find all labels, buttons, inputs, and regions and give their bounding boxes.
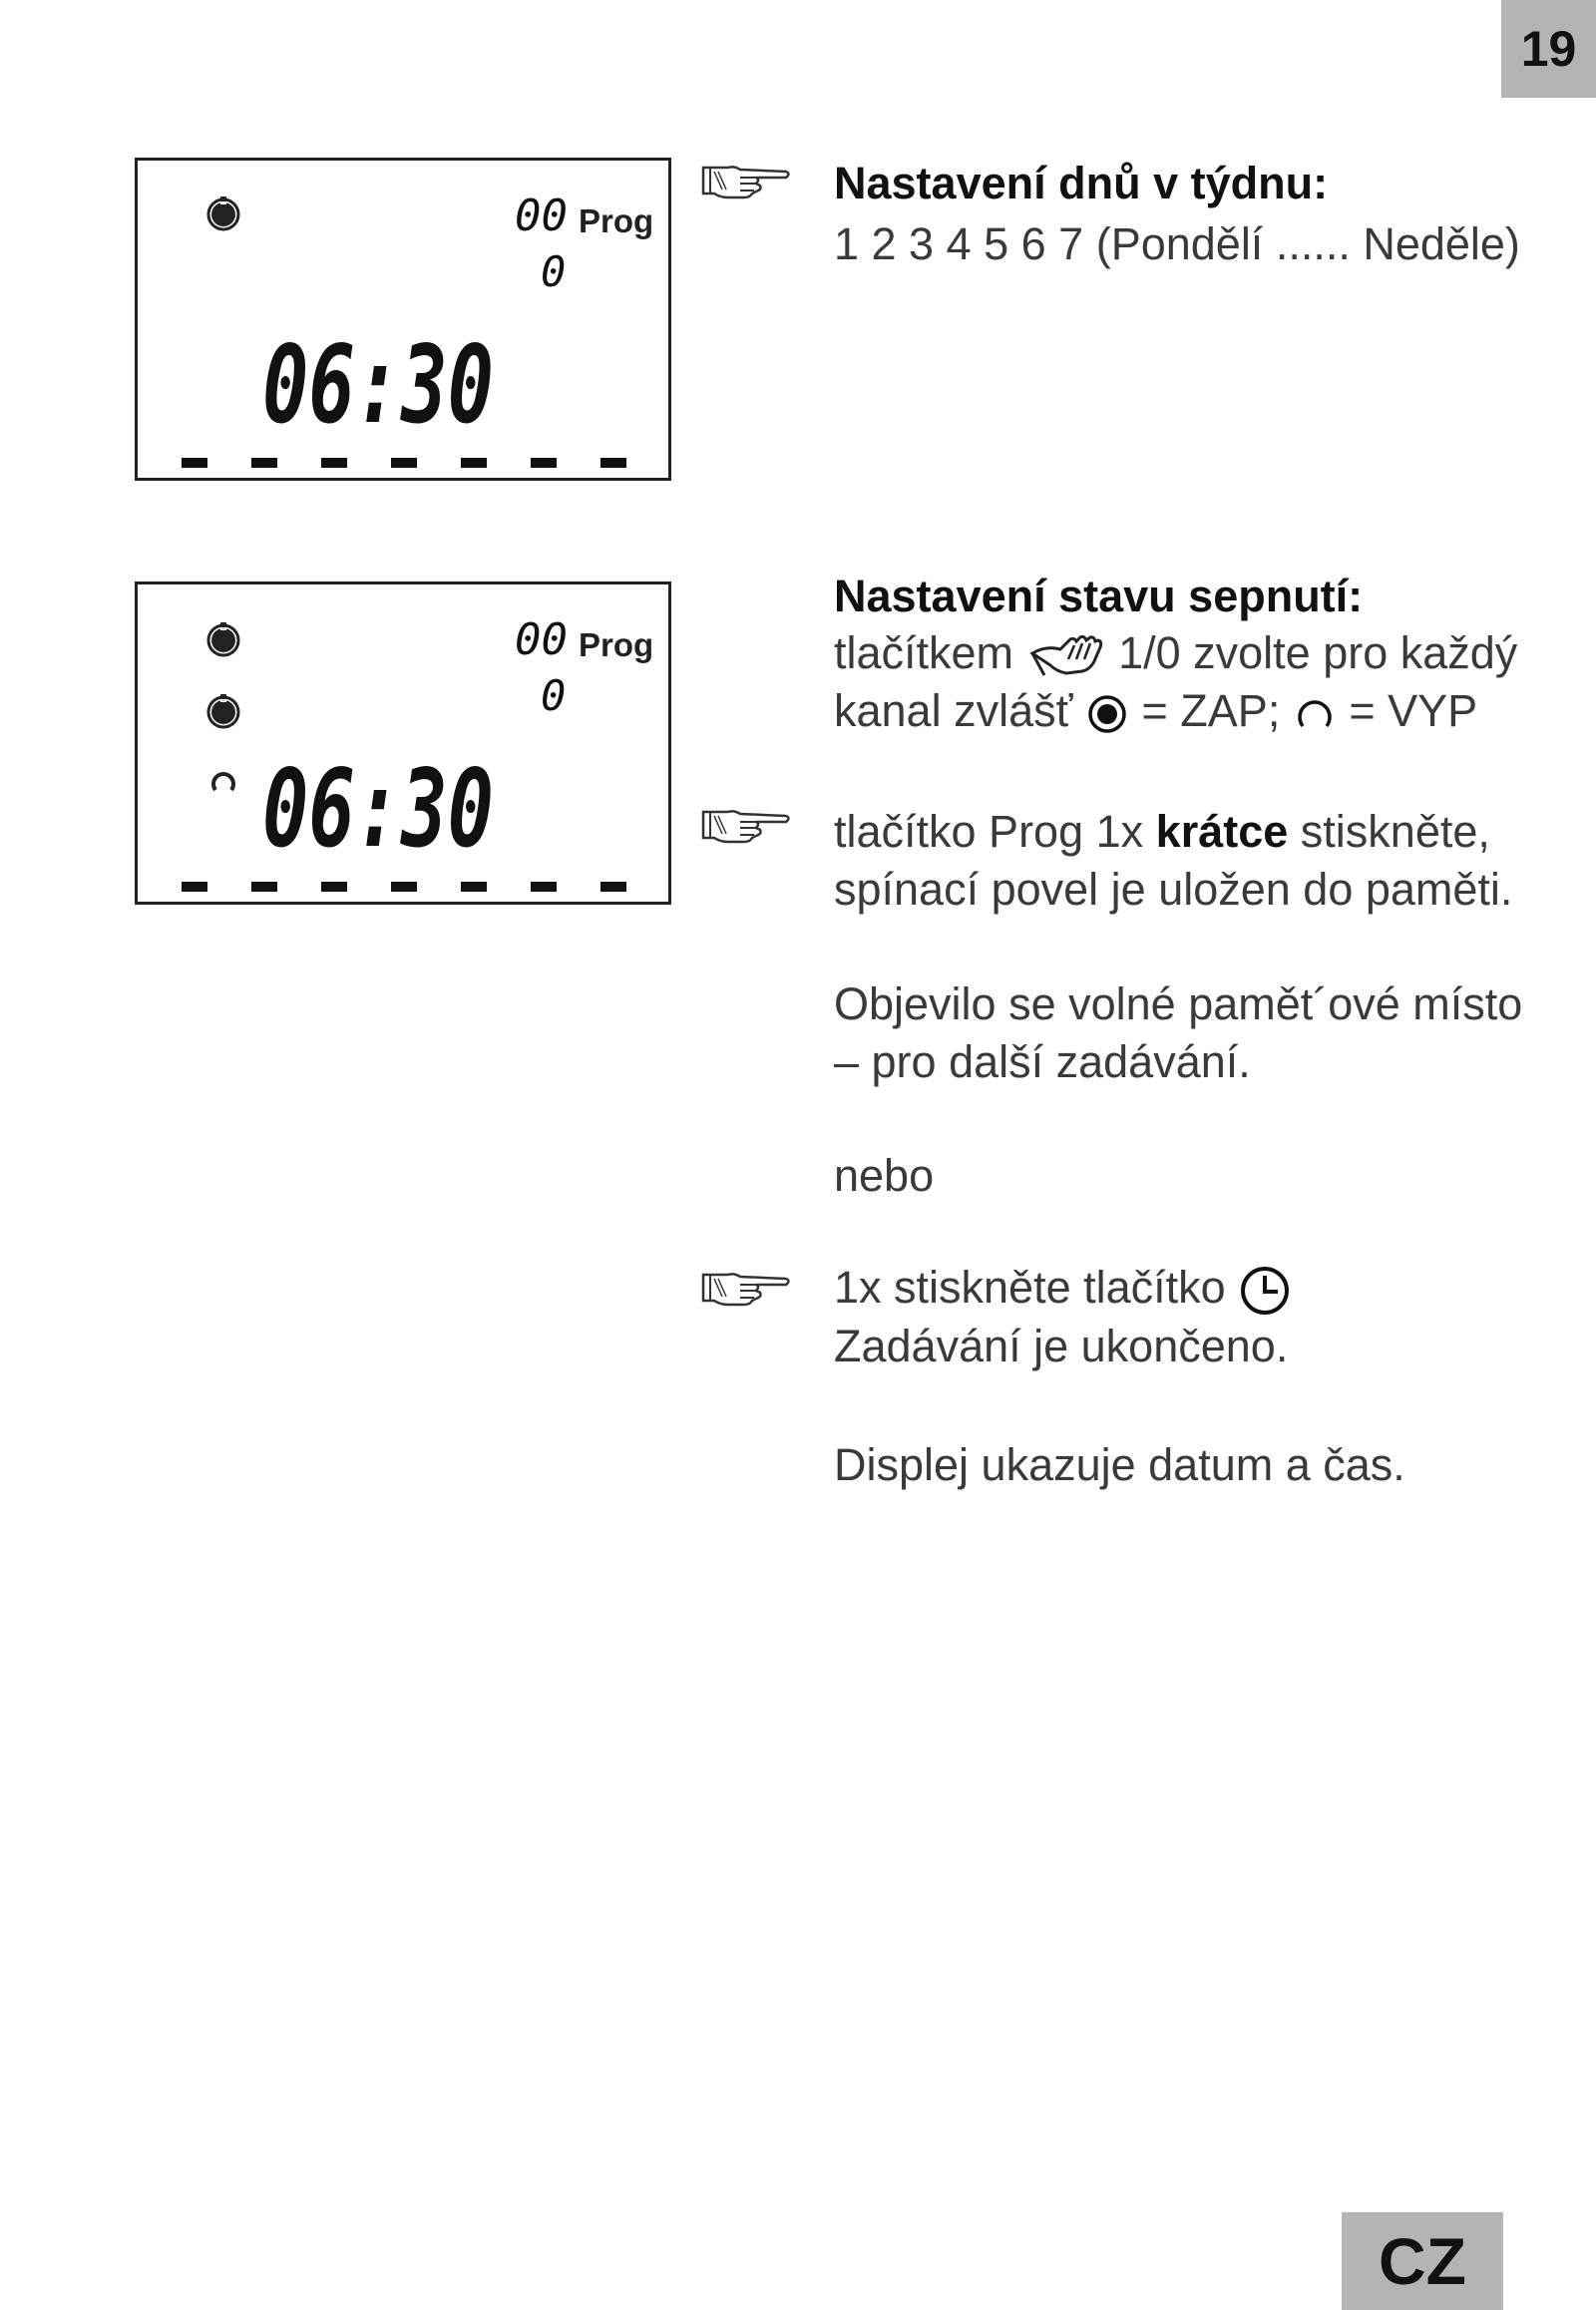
svg-text:00: 00: [515, 614, 568, 665]
pointing-hand-icon: [700, 160, 792, 201]
open-ring-icon: [1293, 692, 1337, 736]
state-line2-start: kanal zvlášť: [834, 685, 1073, 736]
section-prog: [834, 803, 1552, 919]
clock-line1: 1x stiskněte tlačítko: [834, 1262, 1226, 1313]
svg-text:06:30: 06:30: [262, 747, 494, 872]
section-or: [834, 1147, 1552, 1205]
language-tab: CZ: [1342, 2212, 1503, 2310]
prog-line1-start: tlačítko Prog 1x: [834, 806, 1144, 857]
on-label: = ZAP;: [1141, 685, 1281, 736]
prog-number-00: [515, 189, 570, 241]
off-label: = VYP: [1349, 685, 1478, 736]
lcd-display-days: [135, 158, 671, 481]
filled-circle-icon: [1085, 692, 1129, 736]
or-text: nebo: [834, 1150, 935, 1201]
prog-line1-bold: krátce: [1155, 806, 1289, 857]
section-display: [834, 1436, 1552, 1494]
on-dot-icon: [203, 194, 243, 234]
svg-text:0: 0: [541, 671, 567, 720]
section-switch-state: [834, 569, 1552, 740]
hand-button-icon: [1026, 631, 1106, 681]
prog-subnumber: [541, 670, 567, 720]
display-text: Displej ukazuje datum a čas.: [834, 1439, 1405, 1490]
days-line: 1 2 3 4 5 6 7 (Pondělí ...... Neděle): [834, 218, 1520, 269]
on-dot-icon: [203, 620, 243, 660]
lcd-time: [262, 323, 502, 448]
memory-line2: – pro další zadávání.: [834, 1036, 1251, 1087]
lcd-display-switch-state: [135, 581, 671, 905]
section-clock: [834, 1259, 1552, 1375]
weekday-dashes: [182, 458, 636, 470]
pointing-hand-icon: [700, 1267, 792, 1309]
clock-line2: Zadávání je ukončeno.: [834, 1321, 1289, 1372]
prog-subnumber: [541, 246, 567, 296]
lcd-time: [262, 747, 502, 872]
section-memory: [834, 975, 1552, 1091]
heading-switch-state: Nastavení stavu sepnutí:: [834, 571, 1364, 621]
off-ring-icon: [203, 762, 243, 802]
weekday-dashes: [182, 882, 636, 894]
heading-days: Nastavení dnů v týdnu:: [834, 158, 1329, 208]
clock-icon: [1238, 1264, 1292, 1318]
section-days: [834, 156, 1552, 273]
page-number: 19: [1501, 0, 1596, 98]
state-line1-end: 1/0 zvolte pro každý: [1118, 627, 1518, 678]
prog-number-00: [515, 612, 570, 665]
svg-text:06:30: 06:30: [262, 323, 494, 448]
svg-text:0: 0: [541, 247, 567, 296]
pointing-hand-icon: [700, 804, 792, 846]
memory-line1: Objevilo se volné pamět´ové místo: [834, 978, 1523, 1029]
on-dot-icon: [203, 692, 243, 732]
state-line1-start: tlačítkem: [834, 627, 1014, 678]
prog-label: Prog: [579, 202, 654, 239]
svg-text:00: 00: [515, 191, 568, 241]
prog-line2: spínací povel je uložen do paměti.: [834, 864, 1513, 915]
prog-line1-end: stiskněte,: [1300, 806, 1490, 857]
prog-label: Prog: [579, 626, 654, 663]
